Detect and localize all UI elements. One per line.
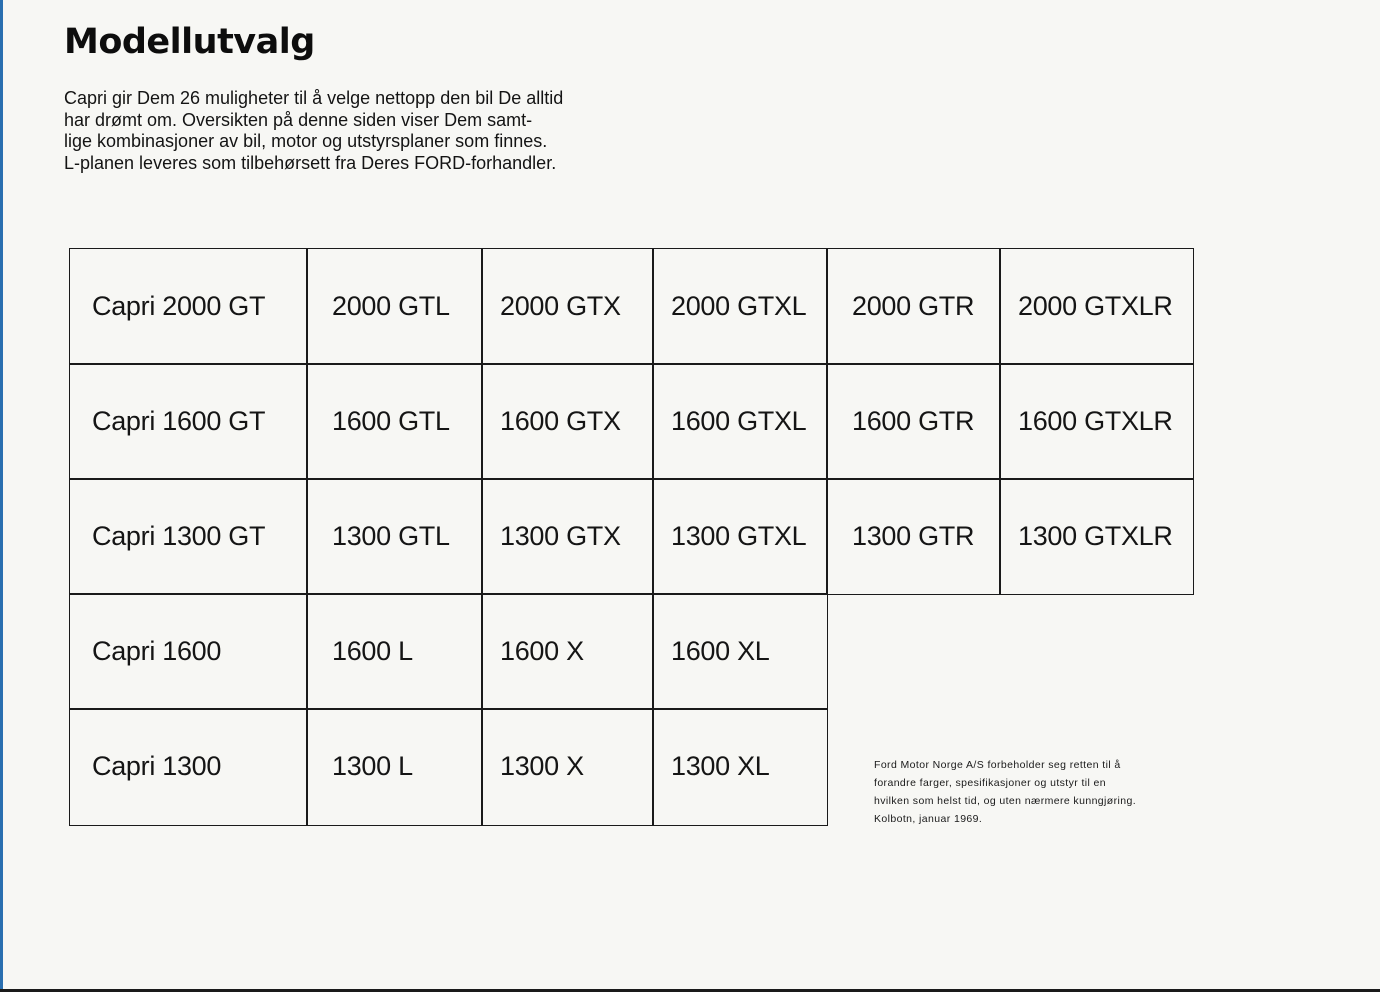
footnote-line: forandre farger, spesifikasjoner og utstyr til en	[874, 777, 1107, 789]
intro-line: lige kombinasjoner av bil, motor og utstyrsplaner som finnes.	[64, 131, 548, 151]
model-cell: 1300 GTXLR	[999, 478, 1194, 595]
intro-line: L-planen leveres som tilbehørsett fra Deres FORD-forhandler.	[64, 152, 557, 173]
intro-line: har drømt om. Oversikten på denne siden viser Dem samt-	[64, 109, 533, 130]
model-row-header: Capri 1600 GT	[69, 363, 308, 480]
model-row-header: Capri 1600	[69, 593, 308, 710]
model-cell: 1300 GTX	[481, 478, 654, 595]
model-cell: 1600 GTL	[306, 363, 483, 480]
footnote-line: hvilken som helst tid, og uten nærmere kunngjøring.	[874, 795, 1137, 807]
model-cell: 1300 XL	[652, 708, 828, 826]
model-cell: 1300 GTL	[306, 478, 483, 595]
model-cell: 2000 GTR	[826, 248, 1001, 365]
page-left-edge	[0, 0, 3, 992]
model-row-header: Capri 1300	[69, 708, 308, 826]
footnote-line: Kolbotn, januar 1969.	[874, 813, 983, 825]
model-cell: 1300 GTXL	[652, 478, 828, 595]
model-cell: 1600 GTXL	[652, 363, 828, 480]
page-title: Modellutvalg	[64, 22, 315, 62]
model-cell: 1300 L	[306, 708, 483, 826]
model-cell: 2000 GTX	[481, 248, 654, 365]
model-cell: 1600 GTXLR	[999, 363, 1194, 480]
model-cell: 1600 GTR	[826, 363, 1001, 480]
model-cell: 1600 XL	[652, 593, 828, 710]
model-cell: 1600 GTX	[481, 363, 654, 480]
model-cell: 1600 X	[481, 593, 654, 710]
model-cell: 2000 GTXLR	[999, 248, 1194, 365]
model-row-header: Capri 1300 GT	[69, 478, 308, 595]
model-cell: 2000 GTL	[306, 248, 483, 365]
model-grid	[69, 248, 1192, 824]
model-cell: 1600 L	[306, 593, 483, 710]
model-cell: 1300 X	[481, 708, 654, 826]
model-cell: 2000 GTXL	[652, 248, 828, 365]
model-row-header: Capri 2000 GT	[69, 248, 308, 365]
intro-paragraph	[64, 88, 664, 174]
footnote-line: Ford Motor Norge A/S forbeholder seg retten til å	[874, 759, 1121, 771]
model-cell: 1300 GTR	[826, 478, 1001, 595]
footnote	[874, 756, 1194, 828]
intro-line: Capri gir Dem 26 muligheter til å velge nettopp den bil De alltid	[64, 88, 564, 108]
